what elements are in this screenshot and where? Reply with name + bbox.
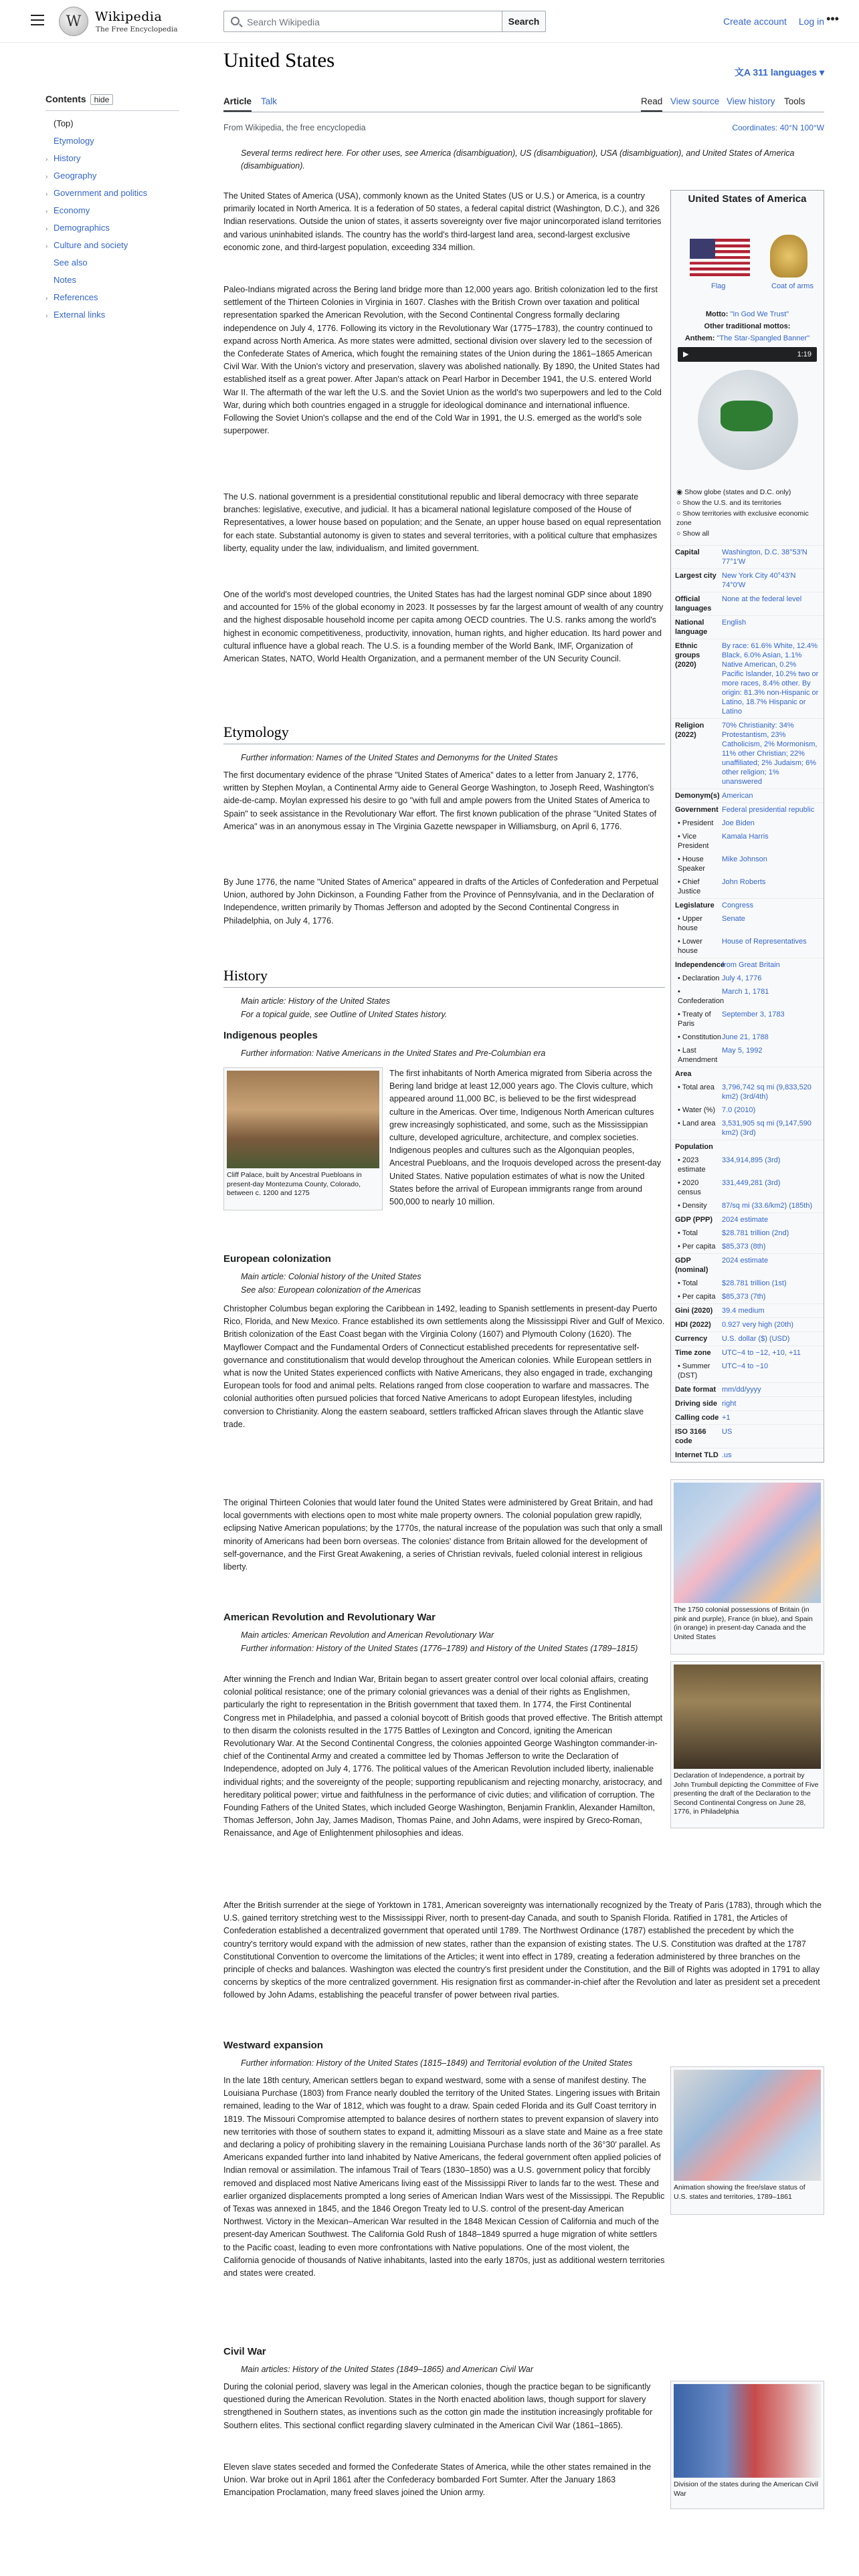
search-icon xyxy=(231,17,240,25)
euro-main: Main article: Colonial history of the United States xyxy=(241,1272,421,1281)
infobox-row xyxy=(671,853,824,875)
infobox-row-value[interactable]: House of Representatives xyxy=(722,938,807,946)
map-option-label: Show the U.S. and its territories xyxy=(682,499,781,507)
infobox-row xyxy=(671,1199,824,1212)
infobox-row-value[interactable]: U.S. dollar ($) (USD) xyxy=(722,1335,790,1343)
lead-p2: Paleo-Indians migrated across the Bering land bridge more than 12,000 years ago. British colonization led to the first settlement of the Thirteen Colonies in Virginia in 1607. Clashes with the British Crown over taxation and political representation sparked the American Revolution, with the Second Continental Congress formally declaring independence on July 4, 1776. Following its victory in the Revolutionary War (1775–1783), the country continued to expand across North America. As more states were admitted, sectional division over slavery led to the secession of the Confederate States of America, which fought the remaining states of the Union during the 1861–1865 American Civil War. With the Union's victory and preservation, slavery was abolished nationally. By 1890, the United States had established itself as a great power. After Japan's attack on Pearl Harbor in December 1941, the U.S. entered World War II. The aftermath of the war left the U.S. and the Soviet Union as the world's two superpowers and led to the Cold War, during which both countries engaged in a struggle for ideological dominance and international influence. Following the Soviet Union's collapse and the end of the Cold War in 1991, the U.S. emerged as the world's sole superpower. xyxy=(223,285,662,436)
toc-item-label: References xyxy=(54,292,98,302)
figure-cliff-palace[interactable] xyxy=(223,1067,383,1210)
infobox-row-label: • House Speaker xyxy=(678,855,705,873)
figure-caption: Animation showing the free/slave status of U.S. states and territories, 1789–1861 xyxy=(674,2183,805,2201)
figure-caption: The 1750 colonial possessions of Britain (in pink and purple), France (in blue), and Spain (in orange) in present-day Canada and the United States xyxy=(674,1606,813,1641)
toc-item[interactable] xyxy=(45,171,179,181)
chevron-right-icon[interactable]: › xyxy=(45,243,48,250)
infobox-row-label: • 2020 census xyxy=(678,1179,701,1196)
infobox-title: United States of America xyxy=(688,193,807,205)
infobox-row xyxy=(671,817,824,830)
map-option[interactable] xyxy=(676,498,818,508)
tab-read[interactable]: Read xyxy=(641,96,662,112)
infobox-row xyxy=(671,592,824,615)
infobox-row xyxy=(671,1317,824,1331)
infobox-row-label: • President xyxy=(678,819,714,827)
toc-item[interactable] xyxy=(45,310,179,320)
infobox-row-label: • 2023 estimate xyxy=(678,1156,706,1174)
radio-icon[interactable]: ○ xyxy=(676,530,683,538)
infobox-row xyxy=(671,1081,824,1103)
infobox-row-label: • Land area xyxy=(678,1119,716,1128)
motto-value[interactable]: "In God We Trust" xyxy=(730,310,789,318)
free-slave-animation-image[interactable] xyxy=(674,2070,821,2181)
infobox-row-label: GDP (PPP) xyxy=(675,1216,713,1224)
chevron-right-icon[interactable]: › xyxy=(45,295,48,302)
tab-view-source[interactable]: View source xyxy=(670,96,720,106)
lead-p1: The United States of America (USA), commonly known as the United States (US or U.S.) or America, is a country primarily located in North America. It is a federation of 50 states, a federal capital district (Washington, D.C.), and 326 Indian reservations. Outside the union of states, it asserts sovereignty over five major unincorporated island territories and various uninhabited islands. The country has the world's third-largest land area, second-largest exclusive economic zone, and third-largest population, exceeding 334 million. xyxy=(223,191,662,252)
language-selector[interactable]: 文A 311 languages ▾ xyxy=(734,67,824,78)
toc-item[interactable] xyxy=(45,118,179,128)
page-tabs xyxy=(223,92,824,112)
search-button[interactable]: Search xyxy=(502,11,546,32)
infobox-row xyxy=(671,1424,824,1448)
infobox-row-value[interactable]: 334,914,895 (3rd) xyxy=(722,1156,781,1164)
infobox-row-value[interactable]: Senate xyxy=(722,915,745,923)
search-input[interactable] xyxy=(223,11,518,32)
infobox-row-value[interactable]: New York City 40°43′N 74°0′W xyxy=(722,572,796,589)
infobox-row-label: Official languages xyxy=(675,595,712,613)
infobox-row-label: GDP (nominal) xyxy=(675,1257,708,1274)
other-mottos-label: Other traditional mottos: xyxy=(704,322,791,330)
toc-item[interactable] xyxy=(45,275,179,285)
hatnote: Several terms redirect here. For other uses, see America (disambiguation), US (disambiguation), USA (disambiguation), and United States of America (disambiguation). xyxy=(241,148,795,171)
map-option-label: Show all xyxy=(682,530,709,538)
map-option-label: Show territories with exclusive economic zone xyxy=(676,510,809,527)
infobox-row-value[interactable]: None at the federal level xyxy=(722,595,802,603)
infobox-row xyxy=(671,718,824,788)
infobox-row-value[interactable]: 331,449,281 (3rd) xyxy=(722,1179,781,1187)
colonial-map-image[interactable] xyxy=(674,1483,821,1603)
toc-item-label: Economy xyxy=(54,205,90,215)
rev-further: Further information: History of the United States (1776–1789) and History of the United States (1789–1815) xyxy=(241,1644,638,1653)
infobox-row xyxy=(671,1008,824,1031)
toc-item[interactable] xyxy=(45,240,179,250)
figure-civil-war[interactable] xyxy=(670,2381,824,2509)
toc-item[interactable] xyxy=(45,188,179,198)
infobox-row-value[interactable]: June 21, 1788 xyxy=(722,1033,769,1041)
infobox-row-value[interactable]: $85,373 (7th) xyxy=(722,1293,766,1301)
infobox-row xyxy=(671,1303,824,1317)
infobox-row-value[interactable]: Joe Biden xyxy=(722,819,755,827)
infobox-row-value[interactable]: .us xyxy=(722,1451,732,1459)
anthem-label: Anthem: xyxy=(684,334,715,342)
infobox-row xyxy=(671,1360,824,1382)
page-title: United States xyxy=(223,48,335,72)
toc-item-label: Geography xyxy=(54,171,97,181)
audio-duration: 1:19 xyxy=(797,350,812,358)
infobox-row xyxy=(671,1117,824,1140)
infobox-row-label: • Last Amendment xyxy=(678,1047,718,1064)
toc-item[interactable] xyxy=(45,292,179,302)
infobox-row xyxy=(671,830,824,853)
infobox-row-label: Area xyxy=(675,1070,692,1078)
rev-p2: After the British surrender at the siege of Yorktown in 1781, American sovereignty was internationally recognized by the Treaty of Paris (1783), through which the U.S. gained territory stretching west to the Mississippi River, north to present-day Canada, and south to Spanish Florida. Ratified in 1781, the Articles of Confederation established a decentralized government that operated until 1789. The Northwest Ordinance (1787) established the precedent by which the country's territory would expand with the admission of new states, rather than the expansion of existing states. The U.S. Constitution was drafted at the 1787 Constitutional Convention to overcome the limitations of the Articles; it went into effect in 1789, creating a federation administered by three branches on the principle of checks and balances. Washington was elected the country's first president under the Constitution, and the Bill of Rights was adopted in 1791 to allay concerns by skeptics of the more centralized government. His resignation first as commander-in-chief after the Revolution and later as president set a precedent followed by John Adams, establishing the peaceful transfer of power between rival parties. xyxy=(223,1901,822,2000)
tab-view-history[interactable]: View history xyxy=(727,96,775,106)
infobox-row xyxy=(671,788,824,802)
infobox-row xyxy=(671,1346,824,1360)
infobox-row-value[interactable]: 2024 estimate xyxy=(722,1257,769,1265)
infobox-row xyxy=(671,1290,824,1303)
infobox-row-label: Calling code xyxy=(675,1414,719,1422)
infobox-row-label: Date format xyxy=(675,1386,717,1394)
toc-item-label: Notes xyxy=(54,275,76,285)
coat-of-arms-image[interactable] xyxy=(770,235,807,278)
toc-heading: Contents xyxy=(45,94,86,104)
infobox-row-label: Population xyxy=(675,1143,713,1151)
infobox-row xyxy=(671,1067,824,1081)
infobox-row-label: Driving side xyxy=(675,1400,717,1408)
infobox-row-value[interactable]: 7.0 (2010) xyxy=(722,1106,756,1114)
radio-icon[interactable]: ◉ xyxy=(676,488,685,496)
tab-article[interactable]: Article xyxy=(223,96,252,112)
chevron-right-icon[interactable]: › xyxy=(45,156,48,163)
infobox-row-label: • Lower house xyxy=(678,938,702,955)
infobox-row-label: Internet TLD xyxy=(675,1451,719,1459)
west-further: Further information: History of the United States (1815–1849) and Territorial evolution of the United States xyxy=(241,2058,633,2068)
infobox-row-value[interactable]: 3,531,905 sq mi (9,147,590 km2) (3rd) xyxy=(722,1119,812,1137)
lead-p3: The U.S. national government is a presidential constitutional republic and liberal democracy with three separate branches: legislative, executive, and judicial. It has a bicameral national legislature composed of the House of Representatives, a lower house based on population; and the Senate, an upper house based on equal representation for each state. Substantial autonomy is given to states and several territories, with a political culture that emphasizes liberty, equality under the law, individualism, and limited government. xyxy=(223,492,661,553)
infobox-row-label: • Treaty of Paris xyxy=(678,1010,711,1028)
infobox-row-label: ISO 3166 code xyxy=(675,1428,706,1445)
infobox-row-label: • Total xyxy=(678,1279,698,1287)
infobox-row xyxy=(671,898,824,912)
etymology-p2: By June 1776, the name "United States of America" appeared in drafts of the Articles of Confederation and Perpetual Union, authored by John Dickinson, a Founding Father from the Province of Pennsylvania, and in the Declaration of Independence, written primarily by Thomas Jefferson and adopted by the Second Continental Congress in Philadelphia, on July 4, 1776. xyxy=(223,877,659,926)
subsection-westward-expansion: Westward expansion xyxy=(223,2040,323,2051)
coordinates[interactable]: Coordinates: 40°N 100°W xyxy=(732,123,824,132)
infobox-row-label: • Total xyxy=(678,1229,698,1237)
civil-p1: During the colonial period, slavery was legal in the American colonies, though the practice began to be significantly questioned during the American Revolution. States in the North enacted abolition laws, though support for slavery strengthened in Southern states, as inventions such as the cotton gin made the institution increasingly profitable for Southern elites. This sectional conflict regarding slavery culminated in the American Civil War (1861–1865). xyxy=(223,2382,653,2430)
infobox-row-label: • Water (%) xyxy=(678,1106,715,1114)
civil-main: Main articles: History of the United States (1849–1865) and American Civil War xyxy=(241,2365,533,2374)
infobox-row-label: • Density xyxy=(678,1202,707,1210)
euro-see: See also: European colonization of the Americas xyxy=(241,1285,421,1295)
map-option[interactable] xyxy=(676,529,818,538)
civil-p2: Eleven slave states seceded and formed the Confederate States of America, while the other states remained in the Union. War broke out in April 1861 after the Confederacy bombarded Fort Sumter. After the January 1863 Emancipation Proclamation, many freed slaves joined the Union army. xyxy=(223,2462,652,2498)
indigenous-further: Further information: Native Americans in the United States and Pre-Columbian era xyxy=(241,1049,546,1058)
infobox-row xyxy=(671,568,824,592)
create-account-link[interactable]: Create account xyxy=(723,16,787,27)
infobox-row-label: Currency xyxy=(675,1335,708,1343)
toc-item-label: Government and politics xyxy=(54,188,148,198)
infobox-row xyxy=(671,1277,824,1290)
search-placeholder: Search Wikipedia xyxy=(247,17,320,27)
infobox-row-value[interactable]: $28.781 trillion (1st) xyxy=(722,1279,787,1287)
infobox-row-label: Religion (2022) xyxy=(675,722,704,739)
infobox-row-label: • Upper house xyxy=(678,915,702,932)
chevron-right-icon[interactable]: › xyxy=(45,208,48,215)
map-option[interactable] xyxy=(676,509,818,528)
infobox-row-value[interactable]: American xyxy=(722,792,753,800)
infobox-row xyxy=(671,1103,824,1117)
top-bar xyxy=(0,0,859,43)
flag-label[interactable]: Flag xyxy=(711,282,726,290)
infobox-row-value[interactable]: from Great Britain xyxy=(722,961,780,969)
toc-item-label: Demographics xyxy=(54,223,110,233)
infobox-row xyxy=(671,1226,824,1240)
infobox-row xyxy=(671,1448,824,1462)
infobox-emblems xyxy=(671,208,824,308)
etymology-p1: The first documentary evidence of the phrase "United States of America" dates to a letter from January 2, 1776, written by Stephen Moylan, a Continental Army aide to General George Washington, to Joseph Reed, Washington's aide-de-camp. Moylan expressed his desire to go "with full and ample powers from the United States of America to Spain" to seek assistance in the Revolutionary War effort. The first known publication of the phrase "United States of America" was in an anonymous essay in The Virginia Gazette newspaper in Williamsburg, on April 6, 1776. xyxy=(223,770,657,831)
toc-item-label: History xyxy=(54,153,81,163)
infobox-row-value[interactable]: $28.781 trillion (2nd) xyxy=(722,1229,789,1237)
infobox-row-label: • Summer (DST) xyxy=(678,1362,710,1380)
infobox-row xyxy=(671,1331,824,1346)
toc-item[interactable] xyxy=(45,136,179,146)
infobox-row-value[interactable]: July 4, 1776 xyxy=(722,974,762,982)
infobox-row xyxy=(671,972,824,985)
motto-label: Motto: xyxy=(705,310,729,318)
infobox-row-label: Government xyxy=(675,806,719,814)
infobox-row-label: Capital xyxy=(675,548,700,556)
west-p: In the late 18th century, American settlers began to expand westward, some with a sense of manifest destiny. The Louisiana Purchase (1803) from France nearly doubled the territory of the United States. Lingering issues with Britain remained, leading to the War of 1812, which was fought to a draw. Spain ceded Florida and its Gulf Coast territory in 1819. The Missouri Compromise attempted to balance desires of northern states to prevent expansion of slavery into new territories with those of southern states to expand it, admitting Missouri as a slave state and Maine as a free state and declaring a policy of prohibiting slavery in the remaining Louisiana Purchase lands north of the 36°30′ parallel. As Americans expanded further into land inhabited by Native Americans, the federal government often applied policies of Indian removal or assimilation. The infamous Trail of Tears (1830–1850) was a U.S. government policy that forcibly removed and displaced most Native Americans living east of the Mississippi River to lands far to the west. These and earlier organized displacements prompted a long series of American Indian Wars west of the Mississippi. The Republic of Texas was annexed in 1845, and the 1846 Oregon Treaty led to U.S. control of the present-day American Northwest. Victory in the Mexican–American War resulted in the 1848 Mexican Cession of California and much of the present-day American Southwest. The California Gold Rush of 1848–1849 spurred a huge migration of white settlers to the Pacific coast, leading to even more confrontations with Native populations. One of the most violent, the California genocide of thousands of Native inhabitants, lasted into the early 1870s, just as additional western territories and states were created. xyxy=(223,2076,665,2278)
section-heading-etymology: Etymology xyxy=(223,724,665,744)
infobox-row xyxy=(671,1240,824,1253)
figure-westward[interactable] xyxy=(670,2066,824,2215)
infobox-row-label: Time zone xyxy=(675,1349,711,1357)
infobox xyxy=(670,190,824,1463)
infobox-row-value[interactable]: +1 xyxy=(722,1414,731,1422)
map-option-label: Show globe (states and D.C. only) xyxy=(684,488,791,496)
subsection-indigenous: Indigenous peoples xyxy=(223,1030,318,1041)
infobox-row xyxy=(671,1176,824,1199)
infobox-row-label: • Declaration xyxy=(678,974,720,982)
infobox-row xyxy=(671,912,824,935)
infobox-row xyxy=(671,958,824,972)
infobox-row-label: • Vice President xyxy=(678,833,709,850)
infobox-row-value[interactable]: Federal presidential republic xyxy=(722,806,815,814)
infobox-row-value[interactable]: Congress xyxy=(722,901,754,909)
infobox-row xyxy=(671,935,824,958)
infobox-row-value[interactable]: May 5, 1992 xyxy=(722,1047,763,1055)
infobox-row-label: • Per capita xyxy=(678,1293,716,1301)
toc-item[interactable] xyxy=(45,153,179,163)
history-topical: For a topical guide, see Outline of United States history. xyxy=(241,1010,448,1019)
infobox-row-value[interactable]: English xyxy=(722,619,747,627)
subsection-american-revolution: American Revolution and Revolutionary War xyxy=(223,1612,436,1623)
toc-item[interactable] xyxy=(45,205,179,215)
infobox-row xyxy=(671,1253,824,1277)
civil-war-map-image[interactable] xyxy=(674,2384,821,2478)
anthem-value[interactable]: "The Star-Spangled Banner" xyxy=(717,334,810,342)
infobox-row-label: Legislature xyxy=(675,901,714,909)
chevron-right-icon[interactable]: › xyxy=(45,173,48,181)
infobox-row xyxy=(671,1396,824,1410)
map-option[interactable] xyxy=(676,488,818,497)
infobox-row-value[interactable]: September 3, 1783 xyxy=(722,1010,785,1018)
infobox-row-label: • Per capita xyxy=(678,1243,716,1251)
toc-item-label: (Top) xyxy=(54,118,74,128)
infobox-row-label: • Total area xyxy=(678,1083,715,1091)
infobox-row xyxy=(671,1154,824,1176)
infobox-row xyxy=(671,985,824,1008)
figure-1750-map[interactable] xyxy=(670,1479,824,1654)
tab-tools[interactable]: Tools xyxy=(784,96,805,106)
chevron-right-icon[interactable]: › xyxy=(45,225,48,233)
flag-image[interactable] xyxy=(690,239,750,276)
infobox-row-value[interactable]: Washington, D.C. 38°53′N 77°1′W xyxy=(722,548,807,566)
infobox-row-label: • Constitution xyxy=(678,1033,721,1041)
figure-declaration[interactable] xyxy=(670,1661,824,1828)
infobox-row-label: Independence xyxy=(675,961,725,969)
infobox-row xyxy=(671,639,824,718)
chevron-right-icon[interactable]: › xyxy=(45,312,48,320)
infobox-row-value[interactable]: By race: 61.6% White, 12.4% Black, 6.0% Asian, 1.1% Native American, 0.2% Pacific Islander, 10.2% two or more races, 8.4% other. By origin: 81.3% non-Hispanic or Latino, 18.7% Hispanic or Latino xyxy=(722,642,819,716)
tagline: The Free Encyclopedia xyxy=(96,25,178,33)
infobox-row xyxy=(671,1044,824,1067)
toc-item-label: Culture and society xyxy=(54,240,128,250)
chevron-right-icon[interactable]: › xyxy=(45,191,48,198)
figure-caption: Declaration of Independence, a portrait by John Trumbull depicting the Committee of Five presenting the draft of the Declaration to the Second Continental Congress on June 28, 1776, in Philadelphia xyxy=(674,1772,819,1816)
indigenous-p: The first inhabitants of North America migrated from Siberia across the Bering land bridge at least 12,000 years ago. The Clovis culture, which appeared around 11,000 BC, is believed to be the first widespread culture in the Americas. Over time, Indigenous North American cultures grew increasingly sophisticated, and some, such as the Mississippian culture, developed agriculture, architecture, and complex societies. Indigenous peoples and cultures such as the Algonquian peoples, Ancestral Puebloans, and the Iroquois developed across the present-day United States. Native population estimates of what is now the United States before the arrival of European immigrants range from around 500,000 to nearly 10 million. xyxy=(389,1069,662,1207)
map-options xyxy=(671,485,824,541)
lead-p4: One of the world's most developed countries, the United States has had the largest nominal GDP since about 1890 and accounted for 15% of the global economy in 2023. It possesses by far the largest amount of wealth of any country and the highest disposable household income per capita among OECD countries. The U.S. ranks among the world's highest in economic competitiveness, productivity, innovation, human rights, and higher education. Its hard power and cultural influence have a global reach. The U.S. is a founding member of the World Bank, IMF, Organization of American States, NATO, World Health Organization, and a permanent member of the UN Security Council. xyxy=(223,590,664,664)
infobox-row xyxy=(671,545,824,568)
cliff-palace-image[interactable] xyxy=(227,1071,379,1168)
infobox-row xyxy=(671,1382,824,1396)
infobox-row-value[interactable]: Mike Johnson xyxy=(722,855,767,863)
play-icon[interactable]: ▶ xyxy=(683,350,689,358)
infobox-row-value[interactable]: 70% Christianity: 34% Protestantism, 23% Catholicism, 2% Mormonism, 11% other Christian; 22% unaffiliated; 2% Judaism; 6% other religion; 1% unanswered xyxy=(722,722,818,786)
infobox-row-value[interactable]: 3,796,742 sq mi (9,833,520 km2) (3rd/4th) xyxy=(722,1083,812,1101)
infobox-row xyxy=(671,875,824,898)
infobox-row-value[interactable] xyxy=(722,1142,820,1152)
infobox-row-label: Gini (2020) xyxy=(675,1307,713,1315)
infobox-row-label: • Chief Justice xyxy=(678,878,701,895)
infobox-row-label: Largest city xyxy=(675,572,717,580)
personal-tools xyxy=(714,16,824,27)
audio-player[interactable] xyxy=(678,347,817,362)
etymology-further: Further information: Names of the United States and Demonyms for the United States xyxy=(241,753,558,762)
main-menu-icon[interactable] xyxy=(31,15,44,25)
toc-item-label: Etymology xyxy=(54,136,94,146)
infobox-row xyxy=(671,1031,824,1044)
subsection-civil-war: Civil War xyxy=(223,2346,266,2357)
infobox-row-value[interactable]: UTC−4 to −10 xyxy=(722,1362,769,1370)
globe-map[interactable] xyxy=(671,364,824,485)
infobox-row-label: Ethnic groups (2020) xyxy=(675,642,700,669)
infobox-row xyxy=(671,1140,824,1154)
rev-main: Main articles: American Revolution and American Revolutionary War xyxy=(241,1630,494,1640)
infobox-row-value[interactable]: UTC−4 to −12, +10, +11 xyxy=(722,1349,801,1357)
toc-item-label: See also xyxy=(54,257,88,267)
table-of-contents xyxy=(45,94,179,327)
euro-p1: Christopher Columbus began exploring the Caribbean in 1492, leading to Spanish settlements in present-day Puerto Rico, Florida, and New Mexico. France established its own settlements along the Mississippi River and Gulf of Mexico. British colonization of the East Coast began with the Virginia Colony (1607) and Plymouth Colony (1620). The Mayflower Compact and the Fundamental Orders of Connecticut established precedents for representative self-governance and constitutionalism that would develop throughout the American colonies. While European settlers in what is now the United States experienced conflicts with Native Americans, they also engaged in trade, exchanging European tools for food and animal pelts. Relations ranged from close cooperation to warfare and massacres. The colonial authorities often pursued policies that forced Native Americans to adopt European lifestyles, including conversion to Christianity. Along the eastern seaboard, settlers trafficked African slaves through the Atlantic slave trade. xyxy=(223,1304,665,1429)
history-main: Main article: History of the United States xyxy=(241,996,391,1006)
infobox-row xyxy=(671,1410,824,1424)
infobox-row-value[interactable]: March 1, 1781 xyxy=(722,988,769,996)
euro-p2: The original Thirteen Colonies that would later found the United States were administered by Great Britain, and had local governments with elections open to most white male property owners. The colonial population grew rapidly, eclipsing Native American populations; by the 1770s, the natural increase of the population was such that only a small minority of Americans had been born overseas. The colonies' distance from Britain allowed for the development of self-governance, and the First Great Awakening, a series of Christian revivals, fueled colonial interest in religious liberty. xyxy=(223,1498,662,1572)
globe-image xyxy=(698,370,798,470)
toc-item[interactable] xyxy=(45,257,179,267)
wikipedia-logo[interactable]: W xyxy=(59,7,88,36)
infobox-row-label: Demonym(s) xyxy=(675,792,720,800)
infobox-row-value[interactable]: 87/sq mi (33.6/km2) (185th) xyxy=(722,1202,813,1210)
infobox-row xyxy=(671,802,824,817)
infobox-row-value[interactable]: John Roberts xyxy=(722,878,766,886)
more-options-icon[interactable]: ••• xyxy=(826,12,839,25)
figure-caption: Cliff Palace, built by Ancestral Puebloans in present-day Montezuma County, Colorado, between c. 1200 and 1275 xyxy=(227,1171,362,1197)
infobox-row-value[interactable]: 39.4 medium xyxy=(722,1307,765,1315)
infobox-row-label: HDI (2022) xyxy=(675,1321,711,1329)
infobox-row-value[interactable]: right xyxy=(722,1400,737,1408)
infobox-row-value[interactable]: Kamala Harris xyxy=(722,833,769,841)
infobox-row xyxy=(671,1212,824,1226)
tab-talk[interactable]: Talk xyxy=(261,96,278,106)
infobox-row-value[interactable]: mm/dd/yyyy xyxy=(722,1386,761,1394)
toc-item-label: External links xyxy=(54,310,106,320)
toc-item[interactable] xyxy=(45,223,179,233)
infobox-row-value[interactable]: 2024 estimate xyxy=(722,1216,769,1224)
site-sub: From Wikipedia, the free encyclopedia xyxy=(223,123,366,132)
infobox-row-value[interactable]: $85,373 (8th) xyxy=(722,1243,766,1251)
infobox-row-label: National language xyxy=(675,619,708,636)
radio-icon[interactable]: ○ xyxy=(676,499,683,507)
infobox-row-value[interactable] xyxy=(722,1069,820,1079)
section-heading-history: History xyxy=(223,967,665,988)
infobox-row-value[interactable]: 0.927 very high (20th) xyxy=(722,1321,794,1329)
infobox-row-label: • Confederation xyxy=(678,988,725,1005)
rev-p1: After winning the French and Indian War, Britain began to assert greater control over local colonial affairs, creating colonial political resistance; one of the primary colonial grievances was a denial of their rights as Englishmen, particularly the right to representation in the British government that taxed them. In 1774, the First Continental Congress met in Philadelphia, and passed a colonial boycott of British goods that proved effective. The British attempt to then disarm the colonists resulted in the 1775 Battles of Lexington and Concord, igniting the American Revolutionary War. At the Second Continental Congress, the colonies appointed George Washington commander-in-chief of the Continental Army and created a committee led by Thomas Jefferson to write the Declaration of Independence, adopted on July 4, 1776. The political values of the American Revolution included liberty, inalienable individual rights; and the sovereignty of the people; supporting republicanism and rejecting monarchy, aristocracy, and hereditary political power; virtue and faithfulness in the performance of civic duties; and vilification of corruption. The Founding Fathers of the United States, which included George Washington, Benjamin Franklin, Alexander Hamilton, Thomas Jefferson, John Jay, James Madison, Thomas Paine, and John Adams, were inspired by Greco-Roman, Renaissance, and Age of Enlightenment philosophies and ideas. xyxy=(223,1675,663,1838)
log-in-link[interactable]: Log in xyxy=(798,16,824,27)
declaration-painting-image[interactable] xyxy=(674,1665,821,1769)
coat-label[interactable]: Coat of arms xyxy=(771,282,814,290)
wordmark[interactable]: Wikipedia xyxy=(95,9,163,24)
radio-icon[interactable]: ○ xyxy=(676,510,683,518)
toc-hide-button[interactable]: hide xyxy=(90,94,114,105)
figure-caption: Division of the states during the American Civil War xyxy=(674,2480,818,2498)
infobox-row xyxy=(671,615,824,639)
subsection-european-colonization: European colonization xyxy=(223,1253,331,1265)
infobox-row-value[interactable]: US xyxy=(722,1428,733,1436)
languages-count: 311 languages xyxy=(753,67,818,78)
